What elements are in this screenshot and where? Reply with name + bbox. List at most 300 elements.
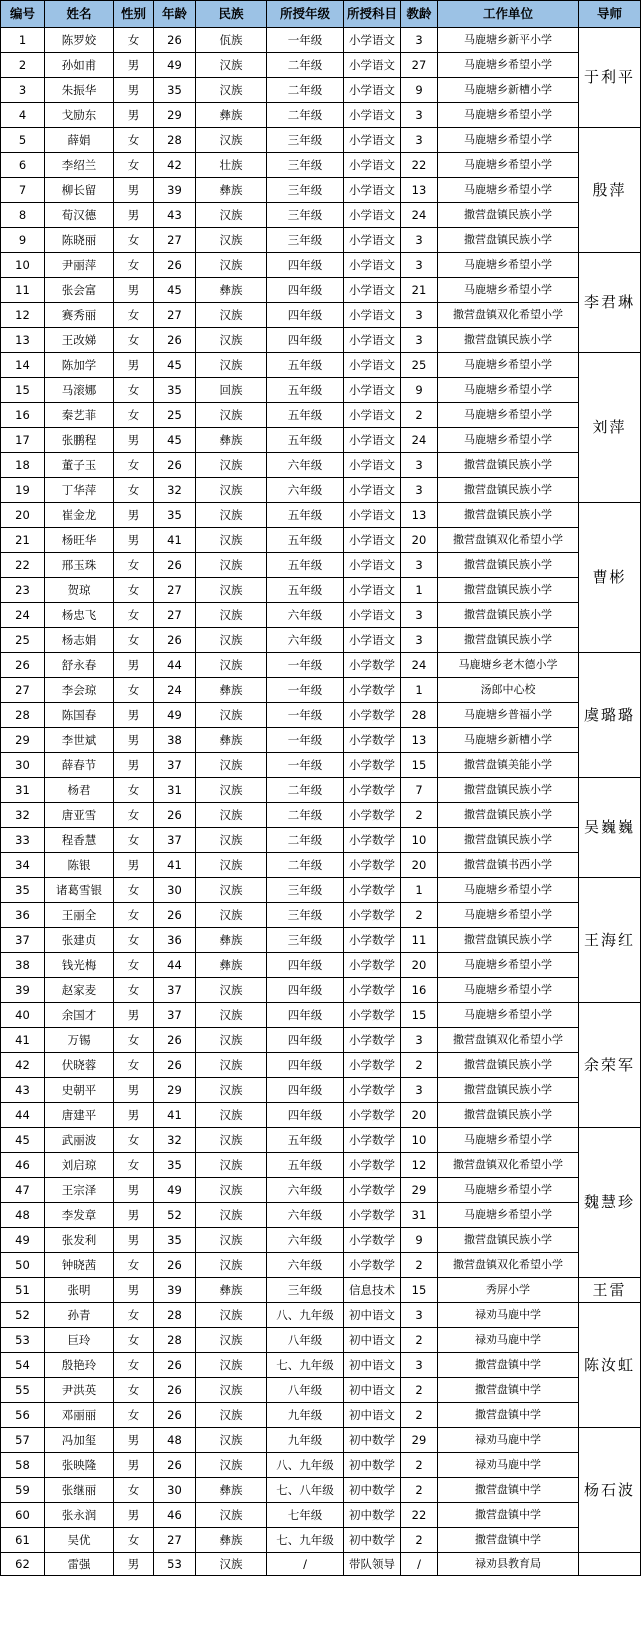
cell-work-unit: 撒营盘镇民族小学 [438,828,579,853]
cell-age: 35 [154,503,196,528]
table-row [1,1203,641,1228]
table-row [1,128,641,153]
cell-subject: 初中数学 [344,1428,401,1453]
cell-gender: 女 [114,578,154,603]
cell-age: 36 [154,928,196,953]
cell-grade: 三年级 [267,928,344,953]
header-work-unit: 工作单位 [438,1,579,28]
cell-subject: 小学数学 [344,653,401,678]
table-row [1,203,641,228]
cell-name: 史朝平 [45,1078,114,1103]
cell-subject: 小学数学 [344,778,401,803]
cell-id: 42 [1,1053,45,1078]
cell-ethnicity: 汉族 [196,453,267,478]
cell-subject: 小学语文 [344,103,401,128]
cell-grade: 六年级 [267,603,344,628]
cell-gender: 女 [114,803,154,828]
header-subject: 所授科目 [344,1,401,28]
cell-id: 37 [1,928,45,953]
cell-ethnicity: 汉族 [196,53,267,78]
cell-grade: 五年级 [267,378,344,403]
cell-teaching-years: 10 [401,1128,438,1153]
cell-subject: 小学语文 [344,403,401,428]
cell-ethnicity: 汉族 [196,903,267,928]
cell-age: 49 [154,53,196,78]
cell-teaching-years: 25 [401,353,438,378]
cell-subject: 小学语文 [344,528,401,553]
cell-work-unit: 马鹿塘乡希望小学 [438,378,579,403]
cell-id: 51 [1,1278,45,1303]
cell-ethnicity: 彝族 [196,278,267,303]
cell-grade: 六年级 [267,1203,344,1228]
cell-work-unit: 撒营盘镇中学 [438,1528,579,1553]
cell-id: 16 [1,403,45,428]
cell-teaching-years: 2 [401,1528,438,1553]
cell-gender: 男 [114,653,154,678]
cell-teaching-years: 21 [401,278,438,303]
cell-ethnicity: 彝族 [196,1528,267,1553]
cell-work-unit: 马鹿塘乡希望小学 [438,978,579,1003]
cell-id: 45 [1,1128,45,1153]
cell-id: 11 [1,278,45,303]
cell-gender: 女 [114,953,154,978]
cell-teaching-years: 15 [401,753,438,778]
cell-name: 杨志娟 [45,628,114,653]
table-row [1,703,641,728]
table-row [1,928,641,953]
cell-ethnicity: 汉族 [196,1403,267,1428]
cell-subject: 小学语文 [344,453,401,478]
cell-grade: 六年级 [267,1178,344,1203]
table-row [1,478,641,503]
cell-id: 35 [1,878,45,903]
cell-work-unit: 撒营盘镇民族小学 [438,553,579,578]
cell-id: 57 [1,1428,45,1453]
cell-id: 62 [1,1553,45,1576]
cell-grade: 六年级 [267,478,344,503]
cell-subject: 小学数学 [344,853,401,878]
cell-id: 56 [1,1403,45,1428]
cell-age: 26 [154,628,196,653]
cell-subject: 小学语文 [344,503,401,528]
cell-gender: 男 [114,1553,154,1576]
table-row [1,153,641,178]
cell-age: 26 [154,803,196,828]
cell-teaching-years: 29 [401,1178,438,1203]
cell-teaching-years: 20 [401,953,438,978]
cell-name: 张会富 [45,278,114,303]
cell-age: 24 [154,678,196,703]
cell-id: 54 [1,1353,45,1378]
cell-subject: 小学语文 [344,203,401,228]
cell-name: 张永润 [45,1503,114,1528]
cell-grade: 二年级 [267,78,344,103]
cell-name: 秦艺菲 [45,403,114,428]
cell-work-unit: 撒营盘镇民族小学 [438,203,579,228]
cell-name: 赛秀丽 [45,303,114,328]
cell-teaching-years: 22 [401,1503,438,1528]
cell-teaching-years: 12 [401,1153,438,1178]
cell-teaching-years: 20 [401,853,438,878]
cell-grade: 五年级 [267,403,344,428]
table-row [1,803,641,828]
cell-name: 丁华萍 [45,478,114,503]
cell-grade: 一年级 [267,703,344,728]
cell-id: 20 [1,503,45,528]
cell-age: 30 [154,878,196,903]
header-ethnicity: 民族 [196,1,267,28]
cell-work-unit: 马鹿塘乡希望小学 [438,1178,579,1203]
cell-teaching-years: 3 [401,1353,438,1378]
cell-ethnicity: 汉族 [196,1228,267,1253]
cell-teaching-years: 3 [401,453,438,478]
cell-age: 27 [154,578,196,603]
table-row [1,753,641,778]
cell-gender: 男 [114,1003,154,1028]
roster-body [1,28,641,1576]
cell-work-unit: 马鹿塘乡新槽小学 [438,78,579,103]
cell-subject: 小学数学 [344,1003,401,1028]
cell-teaching-years: 13 [401,728,438,753]
cell-ethnicity: 汉族 [196,978,267,1003]
cell-work-unit: 禄劝马鹿中学 [438,1303,579,1328]
cell-teaching-years: 9 [401,378,438,403]
cell-subject: 初中数学 [344,1478,401,1503]
cell-gender: 男 [114,703,154,728]
cell-work-unit: 撒营盘镇中学 [438,1478,579,1503]
cell-gender: 女 [114,253,154,278]
cell-gender: 女 [114,378,154,403]
cell-age: 53 [154,1553,196,1576]
cell-subject: 初中语文 [344,1353,401,1378]
cell-name: 钟晓茜 [45,1253,114,1278]
cell-ethnicity: 彝族 [196,928,267,953]
cell-work-unit: 马鹿塘乡希望小学 [438,128,579,153]
cell-ethnicity: 彝族 [196,728,267,753]
cell-mentor: 余荣军 [579,1003,641,1128]
cell-work-unit: 撒营盘镇民族小学 [438,1053,579,1078]
cell-grade: 五年级 [267,503,344,528]
cell-age: 52 [154,1203,196,1228]
cell-name: 杨旺华 [45,528,114,553]
cell-work-unit: 禄劝马鹿中学 [438,1328,579,1353]
cell-id: 31 [1,778,45,803]
cell-ethnicity: 汉族 [196,853,267,878]
cell-work-unit: 撒营盘镇双化希望小学 [438,1028,579,1053]
header-name: 姓名 [45,1,114,28]
cell-teaching-years: 2 [401,803,438,828]
cell-name: 吴优 [45,1528,114,1553]
cell-gender: 男 [114,528,154,553]
cell-ethnicity: 壮族 [196,153,267,178]
cell-name: 薛娟 [45,128,114,153]
cell-work-unit: 撒营盘镇中学 [438,1378,579,1403]
header-grade: 所授年级 [267,1,344,28]
cell-ethnicity: 汉族 [196,1553,267,1576]
cell-gender: 女 [114,828,154,853]
cell-name: 王改娣 [45,328,114,353]
cell-gender: 女 [114,1153,154,1178]
cell-id: 18 [1,453,45,478]
cell-id: 61 [1,1528,45,1553]
cell-grade: 四年级 [267,328,344,353]
cell-age: 30 [154,1478,196,1503]
cell-teaching-years: 15 [401,1278,438,1303]
cell-gender: 女 [114,1128,154,1153]
table-row [1,503,641,528]
cell-gender: 女 [114,1253,154,1278]
table-row [1,578,641,603]
cell-ethnicity: 汉族 [196,228,267,253]
cell-work-unit: 马鹿塘乡老木德小学 [438,653,579,678]
cell-work-unit: 撒营盘镇中学 [438,1353,579,1378]
cell-work-unit: 撒营盘镇民族小学 [438,328,579,353]
cell-grade: 七、八年级 [267,1478,344,1503]
cell-work-unit: 马鹿塘乡希望小学 [438,878,579,903]
cell-ethnicity: 汉族 [196,1453,267,1478]
cell-grade: 三年级 [267,153,344,178]
cell-work-unit: 撒营盘镇双化希望小学 [438,303,579,328]
cell-work-unit: 撒营盘镇美能小学 [438,753,579,778]
cell-gender: 男 [114,53,154,78]
cell-name: 唐亚雪 [45,803,114,828]
cell-id: 48 [1,1203,45,1228]
cell-gender: 女 [114,453,154,478]
cell-age: 28 [154,1303,196,1328]
table-row [1,1378,641,1403]
cell-name: 王宗泽 [45,1178,114,1203]
cell-teaching-years: 20 [401,1103,438,1128]
cell-ethnicity: 汉族 [196,403,267,428]
cell-teaching-years: 3 [401,1028,438,1053]
cell-teaching-years: 2 [401,1453,438,1478]
cell-grade: 二年级 [267,103,344,128]
cell-grade: 六年级 [267,1228,344,1253]
table-row [1,1253,641,1278]
cell-name: 张映隆 [45,1453,114,1478]
cell-name: 刘启琼 [45,1153,114,1178]
cell-name: 朱振华 [45,78,114,103]
cell-work-unit: 马鹿塘乡希望小学 [438,1203,579,1228]
cell-subject: 小学语文 [344,553,401,578]
cell-ethnicity: 彝族 [196,953,267,978]
cell-work-unit: 马鹿塘乡希望小学 [438,353,579,378]
table-row [1,1328,641,1353]
cell-age: 41 [154,853,196,878]
cell-subject: 小学语文 [344,278,401,303]
cell-id: 7 [1,178,45,203]
cell-subject: 初中数学 [344,1503,401,1528]
cell-teaching-years: 2 [401,1053,438,1078]
table-row [1,903,641,928]
table-row [1,978,641,1003]
cell-grade: 三年级 [267,178,344,203]
cell-ethnicity: 汉族 [196,1328,267,1353]
cell-mentor: 刘萍 [579,353,641,503]
table-row [1,1053,641,1078]
cell-grade: 七、九年级 [267,1528,344,1553]
cell-ethnicity: 汉族 [196,1428,267,1453]
cell-teaching-years: 29 [401,1428,438,1453]
cell-work-unit: 撒营盘镇双化希望小学 [438,528,579,553]
cell-name: 唐建平 [45,1103,114,1128]
cell-gender: 女 [114,1328,154,1353]
cell-age: 39 [154,1278,196,1303]
table-row [1,1078,641,1103]
cell-id: 26 [1,653,45,678]
cell-subject: 小学语文 [344,303,401,328]
cell-teaching-years: 9 [401,78,438,103]
cell-subject: 小学语文 [344,78,401,103]
cell-ethnicity: 汉族 [196,553,267,578]
cell-ethnicity: 汉族 [196,1178,267,1203]
cell-work-unit: 马鹿塘乡新槽小学 [438,728,579,753]
cell-mentor: 王海红 [579,878,641,1003]
cell-grade: 一年级 [267,28,344,53]
cell-ethnicity: 汉族 [196,1503,267,1528]
table-row [1,1303,641,1328]
cell-id: 33 [1,828,45,853]
cell-grade: 六年级 [267,628,344,653]
cell-gender: 女 [114,1378,154,1403]
cell-name: 赵家麦 [45,978,114,1003]
cell-subject: 小学数学 [344,1028,401,1053]
table-row [1,828,641,853]
cell-mentor: 虞璐璐 [579,653,641,778]
cell-age: 26 [154,1453,196,1478]
cell-id: 43 [1,1078,45,1103]
cell-subject: 小学数学 [344,703,401,728]
cell-age: 32 [154,1128,196,1153]
cell-age: 35 [154,1153,196,1178]
cell-teaching-years: 28 [401,703,438,728]
table-row [1,1028,641,1053]
cell-gender: 女 [114,1053,154,1078]
cell-work-unit: 禄劝马鹿中学 [438,1453,579,1478]
cell-name: 雷强 [45,1553,114,1576]
cell-grade: 一年级 [267,678,344,703]
cell-grade: 九年级 [267,1403,344,1428]
cell-subject: 小学语文 [344,53,401,78]
cell-ethnicity: 彝族 [196,1478,267,1503]
cell-gender: 女 [114,903,154,928]
cell-ethnicity: 汉族 [196,1153,267,1178]
cell-gender: 女 [114,628,154,653]
cell-id: 10 [1,253,45,278]
cell-age: 42 [154,153,196,178]
cell-teaching-years: 24 [401,653,438,678]
table-row [1,428,641,453]
cell-ethnicity: 彝族 [196,428,267,453]
cell-id: 52 [1,1303,45,1328]
cell-mentor: 陈汝虹 [579,1303,641,1428]
cell-teaching-years: 3 [401,478,438,503]
cell-work-unit: 撒营盘镇民族小学 [438,928,579,953]
cell-ethnicity: 回族 [196,378,267,403]
cell-grade: 一年级 [267,728,344,753]
cell-mentor: 吴巍巍 [579,778,641,878]
cell-gender: 男 [114,1453,154,1478]
cell-grade: 四年级 [267,1103,344,1128]
cell-age: 49 [154,703,196,728]
cell-name: 张继丽 [45,1478,114,1503]
cell-subject: 初中语文 [344,1378,401,1403]
cell-ethnicity: 彝族 [196,678,267,703]
cell-teaching-years: 3 [401,1303,438,1328]
cell-age: 26 [154,1053,196,1078]
cell-age: 44 [154,653,196,678]
header-age: 年龄 [154,1,196,28]
cell-ethnicity: 汉族 [196,528,267,553]
cell-name: 戈励东 [45,103,114,128]
cell-subject: 小学数学 [344,1203,401,1228]
cell-id: 41 [1,1028,45,1053]
cell-id: 27 [1,678,45,703]
cell-work-unit: 撒营盘镇民族小学 [438,228,579,253]
cell-id: 58 [1,1453,45,1478]
cell-subject: 初中语文 [344,1303,401,1328]
cell-work-unit: 撒营盘镇民族小学 [438,603,579,628]
table-row [1,403,641,428]
cell-name: 冯加玺 [45,1428,114,1453]
table-row [1,528,641,553]
header-id: 编号 [1,1,45,28]
cell-mentor [579,1553,641,1576]
cell-id: 19 [1,478,45,503]
cell-ethnicity: 汉族 [196,828,267,853]
header-mentor: 导师 [579,1,641,28]
cell-name: 杨君 [45,778,114,803]
cell-work-unit: 撒营盘镇中学 [438,1403,579,1428]
cell-gender: 女 [114,1303,154,1328]
cell-name: 伏晓蓉 [45,1053,114,1078]
cell-subject: 小学数学 [344,953,401,978]
cell-age: 41 [154,528,196,553]
cell-age: 31 [154,778,196,803]
cell-teaching-years: 22 [401,153,438,178]
cell-teaching-years: 2 [401,1478,438,1503]
cell-subject: 带队领导 [344,1553,401,1576]
cell-age: 29 [154,1078,196,1103]
table-row [1,1353,641,1378]
cell-id: 38 [1,953,45,978]
cell-subject: 小学语文 [344,428,401,453]
cell-gender: 男 [114,1178,154,1203]
cell-subject: 小学数学 [344,753,401,778]
cell-grade: 七年级 [267,1503,344,1528]
cell-grade: 八年级 [267,1328,344,1353]
table-row [1,1228,641,1253]
cell-name: 李绍兰 [45,153,114,178]
table-row [1,1528,641,1553]
cell-work-unit: 撒营盘镇民族小学 [438,503,579,528]
cell-teaching-years: 3 [401,28,438,53]
cell-teaching-years: 1 [401,878,438,903]
cell-grade: 五年级 [267,1128,344,1153]
cell-age: 46 [154,1503,196,1528]
cell-id: 29 [1,728,45,753]
cell-work-unit: 撒营盘镇民族小学 [438,478,579,503]
cell-name: 巨玲 [45,1328,114,1353]
cell-teaching-years: / [401,1553,438,1576]
cell-name: 尹洪英 [45,1378,114,1403]
cell-age: 26 [154,253,196,278]
cell-age: 26 [154,28,196,53]
cell-id: 36 [1,903,45,928]
cell-id: 59 [1,1478,45,1503]
cell-ethnicity: 汉族 [196,1053,267,1078]
cell-ethnicity: 彝族 [196,1278,267,1303]
